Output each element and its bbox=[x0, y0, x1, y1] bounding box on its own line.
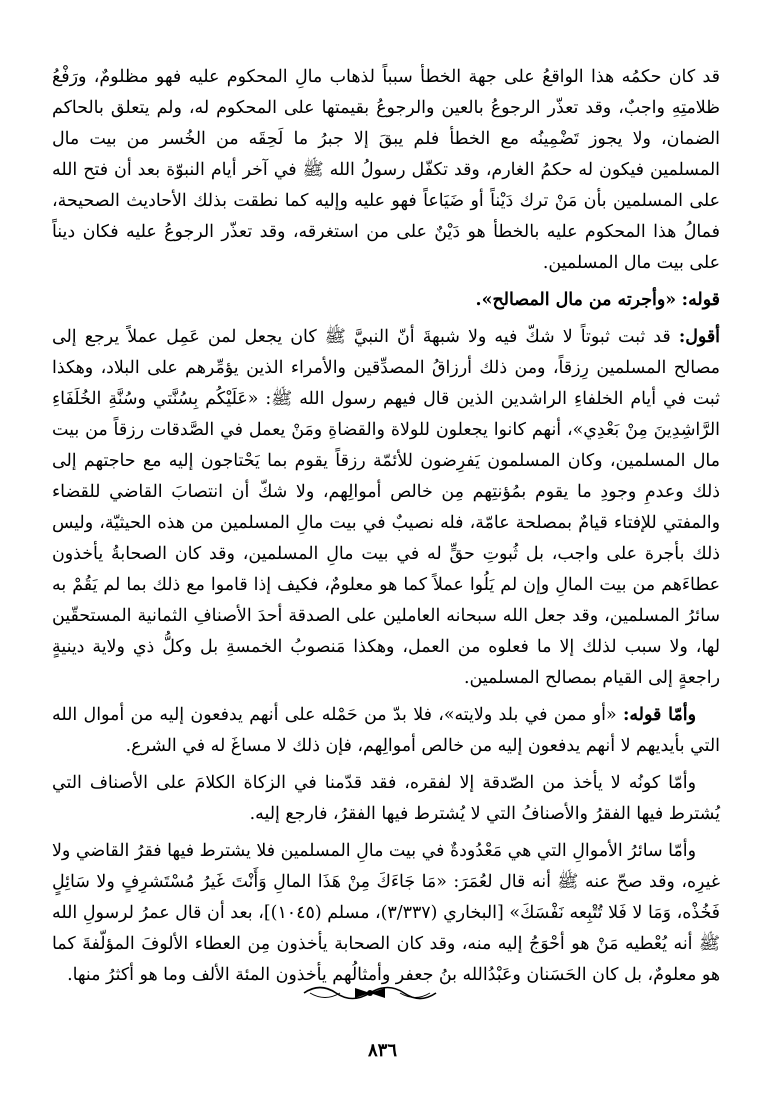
paragraph-5 bbox=[52, 768, 720, 830]
paragraph-2 bbox=[52, 285, 720, 316]
page-number: ٨٣٦ bbox=[367, 1040, 397, 1061]
paragraph-4 bbox=[52, 700, 720, 762]
paragraph-1 bbox=[52, 62, 720, 279]
paragraph-6 bbox=[52, 836, 720, 991]
paragraph-2-label: قوله: bbox=[681, 290, 720, 310]
page-body bbox=[52, 62, 720, 997]
paragraph-4-label: وأمّا قوله: bbox=[622, 705, 696, 725]
paragraph-2-quote: «وأجرته من مال المصالح». bbox=[475, 290, 677, 310]
paragraph-6-text: وأمّا سائرُ الأموالِ التي هي مَعْدُودةٌ في بيت مالِ المسلمين فلا يشترط فيها فقرُ القاضي ولا غيرِه، وقد صحّ عنه ﷺ أنه قال لعُمَرَ: «مَا جَاءَكَ مِنْ هَذَا المالِ وَأَنْتَ غَيرُ مُسْتَشرِفٍ ولا سَائِلٍ فَخُذْه، وَمَا لا فَلا تُتْبِعه نَفْسَكَ» [البخاري (٣/٣٣٧)، مسلم (١٠٤٥)]، بعد أن قال عمرُ لرسولِ الله ﷺ أنه يُعْطيه مَنْ هو أحْوَجُ إليه منه، وقد كان الصحابة يأخذون مِن العطاء الألوفَ المؤلّفةَ كما هو معلومٌ، بل كان الحَسَنان وعَبْدُالله بنُ جعفر وأمثالُهم يأخذون المئة الألف وما هو أكثرُ منها. bbox=[52, 841, 720, 985]
paragraph-3 bbox=[52, 322, 720, 694]
paragraph-5-text: وأمّا كونُه لا يأخذ من الصّدقة إلا لفقره، فقد قدّمنا في الزكاة الكلامَ على الأصناف التي يُشترط فيها الفقرُ والأصنافُ التي لا يُشترط فيها الفقرُ، فارجع إليه. bbox=[52, 773, 720, 824]
paragraph-3-text: قد ثبت ثبوتاً لا شكّ فيه ولا شبهةَ أنّ النبيَّ ﷺ كان يجعل لمن عَمِل عملاً يرجع إلى مصالح المسلمين رِزقاً، ومن ذلك أرزاقُ المصدِّقين والأمراء الذين يؤمِّرهم على البلاد، وهكذا ثبت في أيام الخلفاءِ الراشدين الذين قال فيهم رسول الله ﷺ: «عَلَيْكُم بِسُنَّتي وسُنَّةِ الخُلَفَاءِ الرَّاشِدِينَ مِنْ بَعْدِي»، أنهم كانوا يجعلون للولاة والقضاةِ ومَنْ يعمل في الصَّدقات رزقاً من بيت مال المسلمين، وكان المسلمون يَفرِضون للأئمّة رزقاً يقوم بما يَحْتاجون إليه مع حاجتهم إلى ذلك وعدمِ وجودِ ما يقوم بمُؤنتِهم مِن خالص أموالِهم، ولا شكّ أن انتصابَ القاضي للقضاء والمفتي للإفتاء قيامٌ بمصلحة عامّة، فله نصيبٌ في بيت مالِ المسلمين من هذه الحيثيّة، وليس ذلك بأجرة على واجب، بل ثُبوتِ حقٍّ له في بيت مالِ المسلمين، وقد كان الصحابةُ يأخذون عطاءَهم من بيت المالِ وإن لم يَلُوا عملاً كما هو معلومٌ، فكيف إذا قاموا مع ذلك بما لم يَقُمْ به سائرُ المسلمين، وقد جعل الله سبحانه العاملين على الصدقة أحدَ الأصنافِ الثمانية المستحقّين لها، ولا سبب لذلك إلا ما فعلوه من العمل، وهكذا مَنصوبُ الخمسةِ بل وكلُّ ذي ولاية دينيةٍ راجعةٍ إلى القيام بمصالح المسلمين. bbox=[52, 327, 720, 688]
paragraph-1-text: قد كان حكمُه هذا الواقعُ على جهة الخطأ سبباً لذهاب مالِ المحكوم عليه فهو مظلومٌ، ورَفْعُ ظلامتِهِ واجبٌ، وقد تعذّر الرجوعُ بالعين والرجوعُ بقيمتها على المحكوم له، ولم يتعلق بالحاكم الضمان، ولا يجوز تَضْمِينُه مع الخطأ فلم يبقَ إلا جبرُ ما لَحِقَه من الخُسر من بيت مال المسلمين فيكون له حكمُ الغارم، وقد تكفّل رسولُ الله ﷺ في آخر أيام النبوّة بعد أن فتح الله على المسلمين بأن مَنْ ترك دَيْناً أو ضَيَاعاً فهو عليه وإليه كما نطقت بذلك الأحاديث الصحيحة، فمالُ هذا المحكوم عليه بالخطأ هو دَيْنٌ على من استغرقه، وقد تعذّر الرجوعُ عليه فكان ديناً على بيت مال المسلمين. bbox=[52, 67, 720, 273]
paragraph-3-label: أقول: bbox=[678, 327, 721, 347]
paragraph-4-text: «أو ممن في بلد ولايته»، فلا بدّ من حَمْله على أنهم يدفعون إليه من أموال الله التي بأيديهم لا أنهم يدفعون إليه من خالص أموالِهم، فإن ذلك لا مساغَ له في الشرع. bbox=[52, 705, 720, 756]
ornament-divider-icon bbox=[300, 980, 440, 1006]
